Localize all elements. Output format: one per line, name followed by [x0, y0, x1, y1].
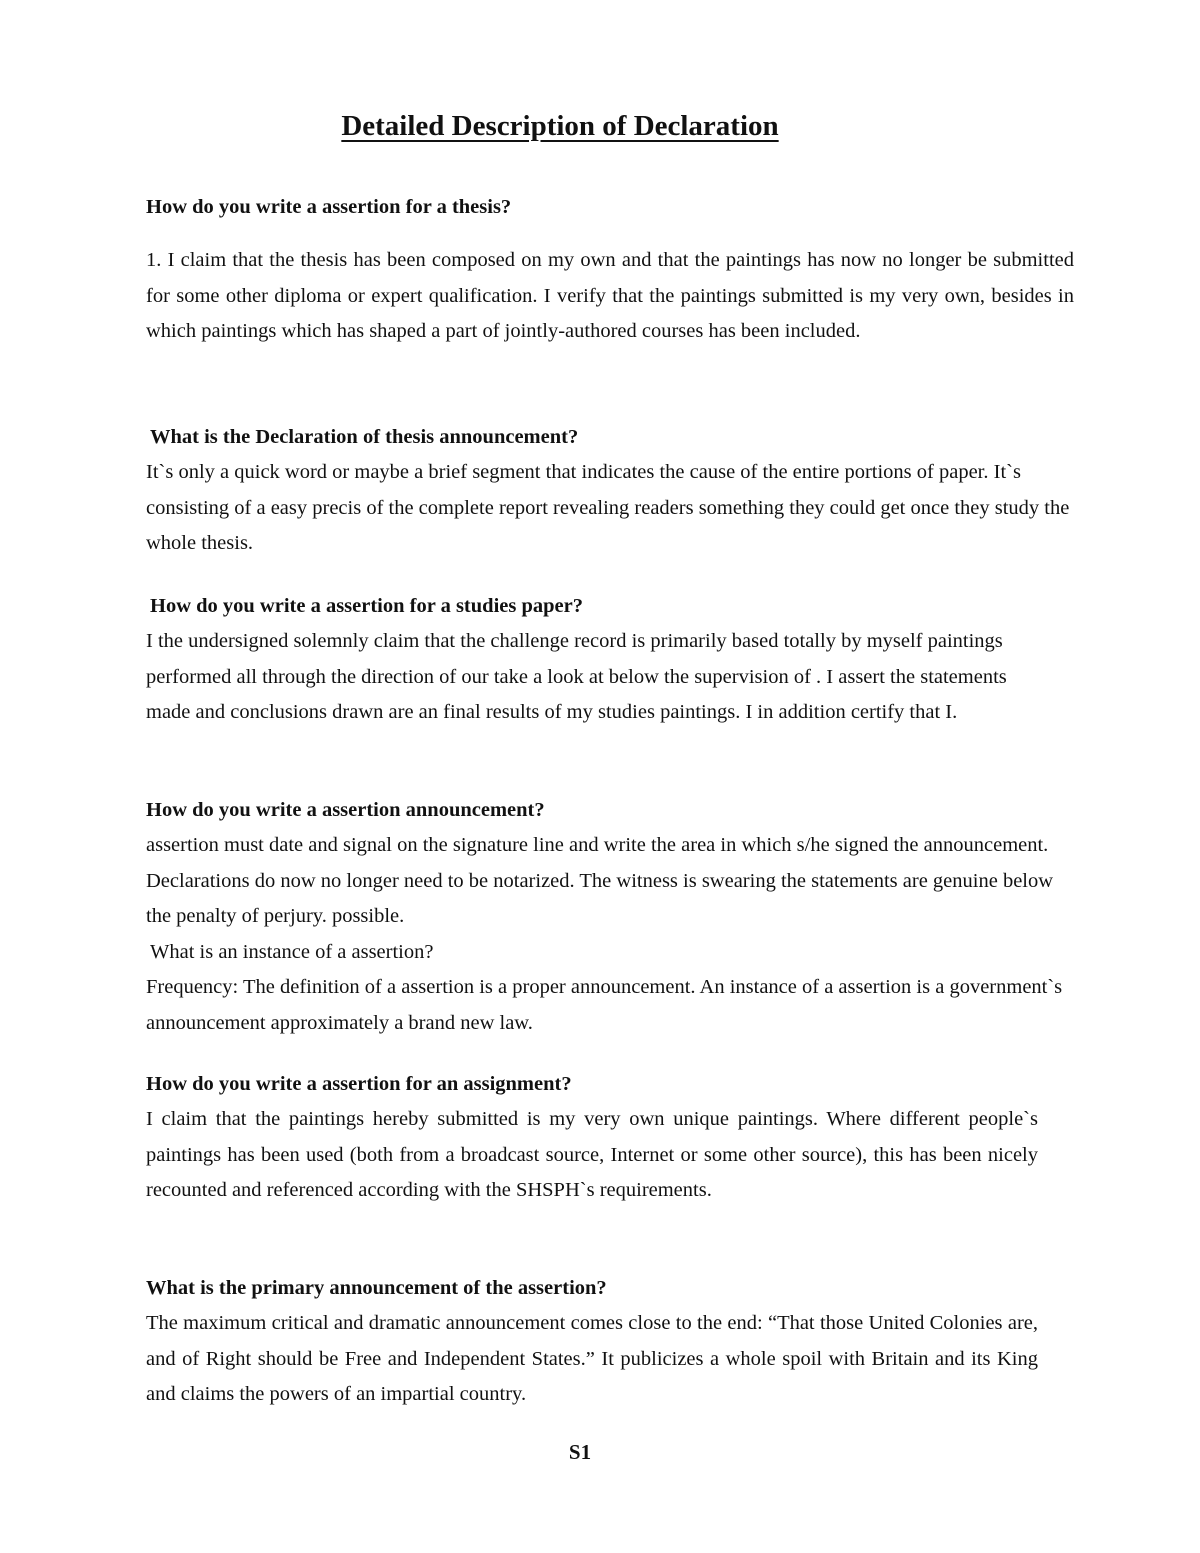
- document-title: Detailed Description of Declaration: [341, 110, 779, 142]
- section-thesis-announcement: [146, 420, 1074, 562]
- sub-heading: What is an instance of a assertion?: [150, 940, 434, 963]
- section-body: 1. I claim that the thesis has been composed on my own and that the paintings has now no longer be submitted for some other diploma or expert qualification. I verify that the paintings submitted is my very own, besides in which paintings which has shaped a part of jointly-authored courses has been included.: [146, 249, 1074, 342]
- section-heading: How do you write a assertion for a studies paper?: [150, 595, 583, 617]
- section-assignment: [146, 1067, 1074, 1209]
- section-heading: How do you write a assertion announcement?: [146, 799, 545, 821]
- section-heading: What is the primary announcement of the assertion?: [146, 1277, 607, 1299]
- sub-body: Frequency: The definition of a assertion is a proper announcement. An instance of a assertion is a government`s announcement approximately a brand new law.: [146, 976, 1063, 1034]
- section-primary-announcement: [146, 1271, 1074, 1413]
- section-thesis-assertion: [146, 190, 1074, 350]
- section-body: The maximum critical and dramatic announcement comes close to the end: “That those United Colonies are, and of Right should be Free and Independent States.” It publicizes a whole spoil with Britain and its King and claims the powers of an impartial country.: [146, 1312, 1038, 1405]
- section-assertion-announcement: [146, 793, 1074, 1041]
- section-heading: What is the Declaration of thesis announcement?: [150, 426, 579, 448]
- section-heading: How do you write a assertion for a thesis?: [146, 196, 512, 218]
- section-heading: How do you write a assertion for an assignment?: [146, 1073, 572, 1095]
- page-number: S1: [568, 1440, 592, 1464]
- section-body: It`s only a quick word or maybe a brief segment that indicates the cause of the entire portions of paper. It`s consisting of a easy precis of the complete report revealing readers something they could get once they study the whole thesis.: [146, 461, 1070, 554]
- section-body: assertion must date and signal on the signature line and write the area in which s/he signed the announcement. Declarations do now no longer need to be notarized. The witness is swearing the statements are genuine below the penalty of perjury. possible.: [146, 834, 1054, 927]
- section-body: I claim that the paintings hereby submitted is my very own unique paintings. Where different people`s paintings has been used (both from a broadcast source, Internet or some other source), this has been nicely recounted and referenced according with the SHSPH`s requirements.: [146, 1108, 1038, 1201]
- section-body: I the undersigned solemnly claim that the challenge record is primarily based totally by myself paintings performed all through the direction of our take a look at below the supervision of . I assert the statements made and conclusions drawn are an final results of my studies paintings. I in addition certify that I.: [146, 630, 1007, 723]
- section-studies-paper: [146, 589, 1074, 731]
